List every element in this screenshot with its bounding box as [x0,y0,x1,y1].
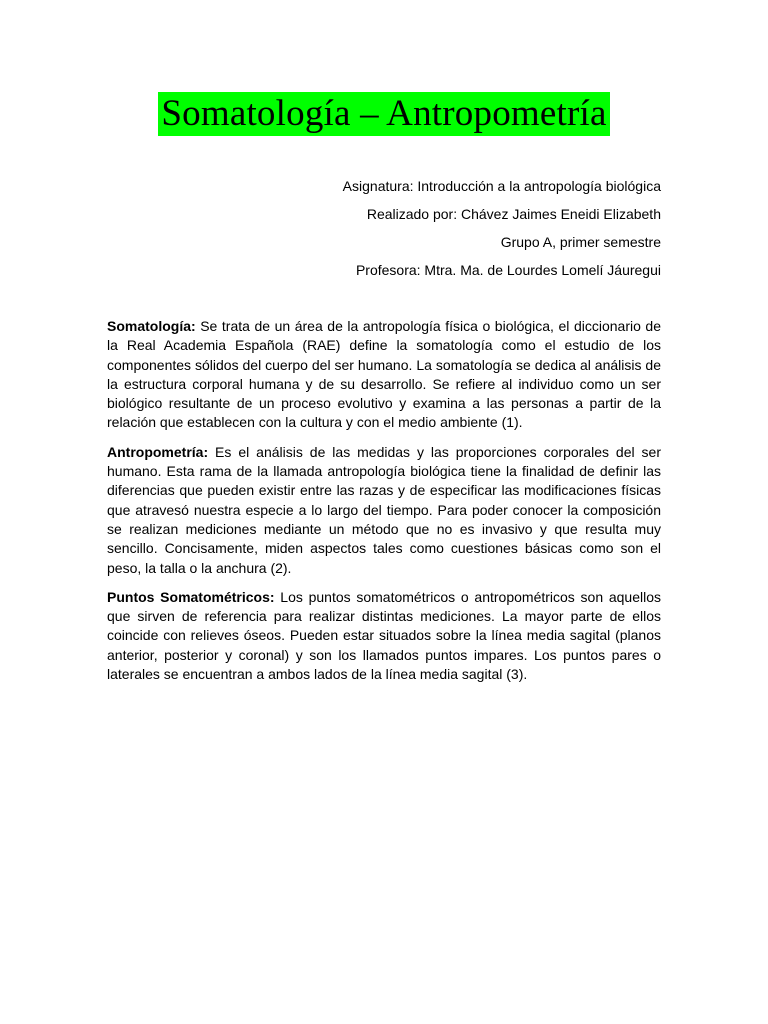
document-meta [101,174,661,286]
teacher-line: Profesora: Mtra. Ma. de Lourdes Lomelí Jáuregui [355,262,661,278]
author-line: Realizado por: Chávez Jaimes Eneidi Elizabeth [366,206,661,222]
term-label: Puntos Somatométricos: [107,588,275,605]
title-container [0,92,768,136]
paragraph-text: Se trata de un área de la antropología física o biológica, el diccionario de la Real Academia Española (RAE) define la somatología como el estudio de los componentes sólidos del cuerpo del ser humano. La somatología se dedica al análisis de la estructura corporal humana y de su desarrollo. Se refiere al individuo como un ser biológico resultante de un proceso evolutivo y examina a las personas a partir de la relación que establecen con la cultura y con el medio ambiente (1). [107,318,661,431]
paragraph-puntos-somatometricos [107,588,661,684]
group-line: Grupo A, primer semestre [500,234,661,250]
page-title: Somatología – Antropometría [158,92,609,136]
subject-line: Asignatura: Introducción a la antropología biológica [342,178,661,194]
term-label: Somatología: [107,318,196,334]
paragraph-text: Los puntos somatométricos o antropométricos son aquellos que sirven de referencia para realizar distintas mediciones. La mayor parte de ellos coincide con relieves óseos. Pueden estar situados sobre la línea media sagital (planos anterior, posterior y coronal) y son los llamados puntos impares. Los puntos pares o laterales se encuentran a ambos lados de la línea media sagital (3). [107,588,661,683]
paragraph-antropometria [107,443,661,578]
paragraph-text: Es el análisis de las medidas y las proporciones corporales del ser humano. Esta rama de la llamada antropología biológica tiene la finalidad de definir las diferencias que pueden existir entre las razas y de especificar las modificaciones físicas que atravesó nuestra especie a lo largo del tiempo. Para poder conocer la composición se realizan mediciones mediante un método que no es invasivo y que resulta muy sencillo. Concisamente, miden aspectos tales como cuestiones básicas como son el peso, la talla o la anchura (2). [107,443,661,576]
term-label: Antropometría: [107,443,209,460]
paragraph-somatologia [107,317,661,433]
document-body [107,317,661,694]
